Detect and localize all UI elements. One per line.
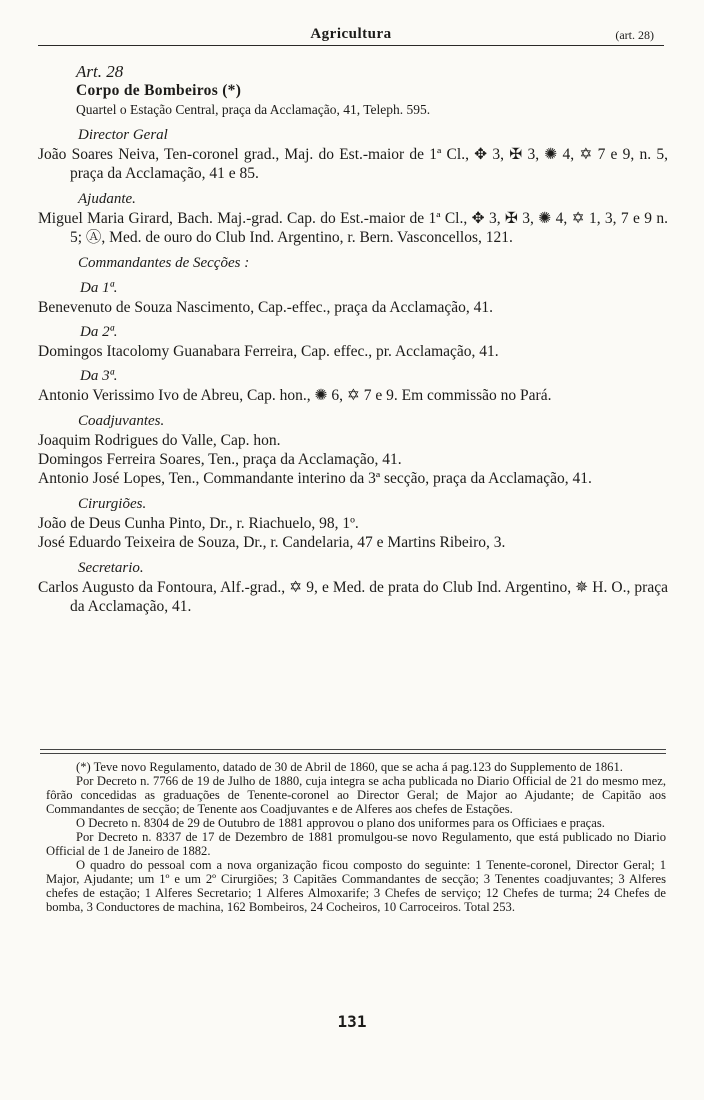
entry-secretario: Carlos Augusto da Fontoura, Alf.-grad., ✡ 9, e Med. de prata do Club Ind. Argentino, ✵ H. O., praça da Acclamação, 41. [38,579,668,615]
header-article-ref: (art. 28) [615,28,654,42]
footnote-3: O Decreto n. 8304 de 29 de Outubro de 1881 approvou o plano dos uniformes para os Officiaes e praças. [76,816,605,830]
footnote-2: Por Decreto n. 7766 de 19 de Julho de 1880, cuja integra se acha publicada no Diario Official de 21 do mesmo mez, fôrão concedidas as graduações de Tenente-coronel ao Director Geral; de Major ao Ajudante; de Capitão aos Commandantes de secção; de Tenente aos Coadjuvantes e de Alferes aos chefes de Estações. [46,774,666,816]
footnote-1: (*) Teve novo Regulamento, datado de 30 de Abril de 1860, que se acha á pag.123 do Supplemento de 1861. [76,760,623,774]
entry-cirurgiao-2: José Eduardo Teixeira de Souza, Dr., r. Candelaria, 47 e Martins Ribeiro, 3. [38,534,506,551]
entry-da1: Benevenuto de Souza Nascimento, Cap.-effec., praça da Acclamação, 41. [38,299,494,316]
footnote-rule [40,749,666,750]
entry-coadjuvante-1: Joaquim Rodrigues do Valle, Cap. hon. [38,432,281,449]
article-address: Quartel o Estação Central, praça da Acclamação, 41, Teleph. 595. [76,102,431,117]
subsection-da1: Da 1ª. [80,280,118,296]
entry-coadjuvante-2: Domingos Ferreira Soares, Ten., praça da Acclamação, 41. [38,451,402,468]
header-rule [38,45,664,46]
article-heading: Corpo de Bombeiros (*) [76,82,242,99]
section-secretario: Secretario. [78,560,144,576]
page-number: 131 [337,1012,367,1031]
footnote-rule-second [40,753,666,754]
article-label: Art. 28 [76,62,124,81]
section-cirurgioes: Cirurgiões. [78,496,147,512]
subsection-da3: Da 3ª. [80,368,118,384]
entry-cirurgiao-1: João de Deus Cunha Pinto, Dr., r. Riachuelo, 98, 1º. [38,515,359,532]
entry-coadjuvante-3: Antonio José Lopes, Ten., Commandante interino da 3ª secção, praça da Acclamação, 41. [38,470,592,487]
section-coadjuvantes: Coadjuvantes. [78,413,165,429]
footnote-5: O quadro do pessoal com a nova organização ficou composto do seguinte: 1 Tenente-coronel, Director Geral; 1 Major, Ajudante; um 1º e um 2º Cirurgiões; 3 Capitães Commandantes de secção; 3 Tenentes coadjuvantes; 3 Alferes chefes de estação; 1 Alferes Secretario; 1 Alferes Almoxarife; 3 Chefes de serviço; 12 Chefes de turma; 24 Chefes de bomba, 3 Conductores de machina, 162 Bombeiros, 24 Cocheiros, 10 Carroceiros. Total 253. [46,858,666,914]
entry-ajudante: Miguel Maria Girard, Bach. Maj.-grad. Cap. do Est.-maior de 1ª Cl., ✥ 3, ✠ 3, ✺ 4, ✡ 1, 3, 7 e 9 n. 5; Ⓐ, Med. de ouro do Club Ind. Argentino, r. Bern. Vasconcellos, 121. [38,210,668,246]
footnotes [46,760,666,914]
entry-director: João Soares Neiva, Ten-coronel grad., Maj. do Est.-maior de 1ª Cl., ✥ 3, ✠ 3, ✺ 4, ✡ 7 e 9, n. 5, praça da Acclamação, 41 e 85. [38,146,668,182]
running-header [38,26,664,46]
section-director: Director Geral [78,127,168,143]
subsection-da2: Da 2ª. [80,324,118,340]
section-ajudante: Ajudante. [78,191,136,207]
entry-da3: Antonio Verissimo Ivo de Abreu, Cap. hon., ✺ 6, ✡ 7 e 9. Em commissão no Pará. [38,387,552,404]
article-body [38,62,668,616]
footnote-4: Por Decreto n. 8337 de 17 de Dezembro de 1881 promulgou-se novo Regulamento, que está publicado no Diario Official de 1 de Janeiro de 1882. [46,830,666,858]
entry-da2: Domingos Itacolomy Guanabara Ferreira, Cap. effec., pr. Acclamação, 41. [38,343,499,360]
section-commandantes: Commandantes de Secções : [78,255,250,271]
header-title: Agricultura [310,26,392,42]
